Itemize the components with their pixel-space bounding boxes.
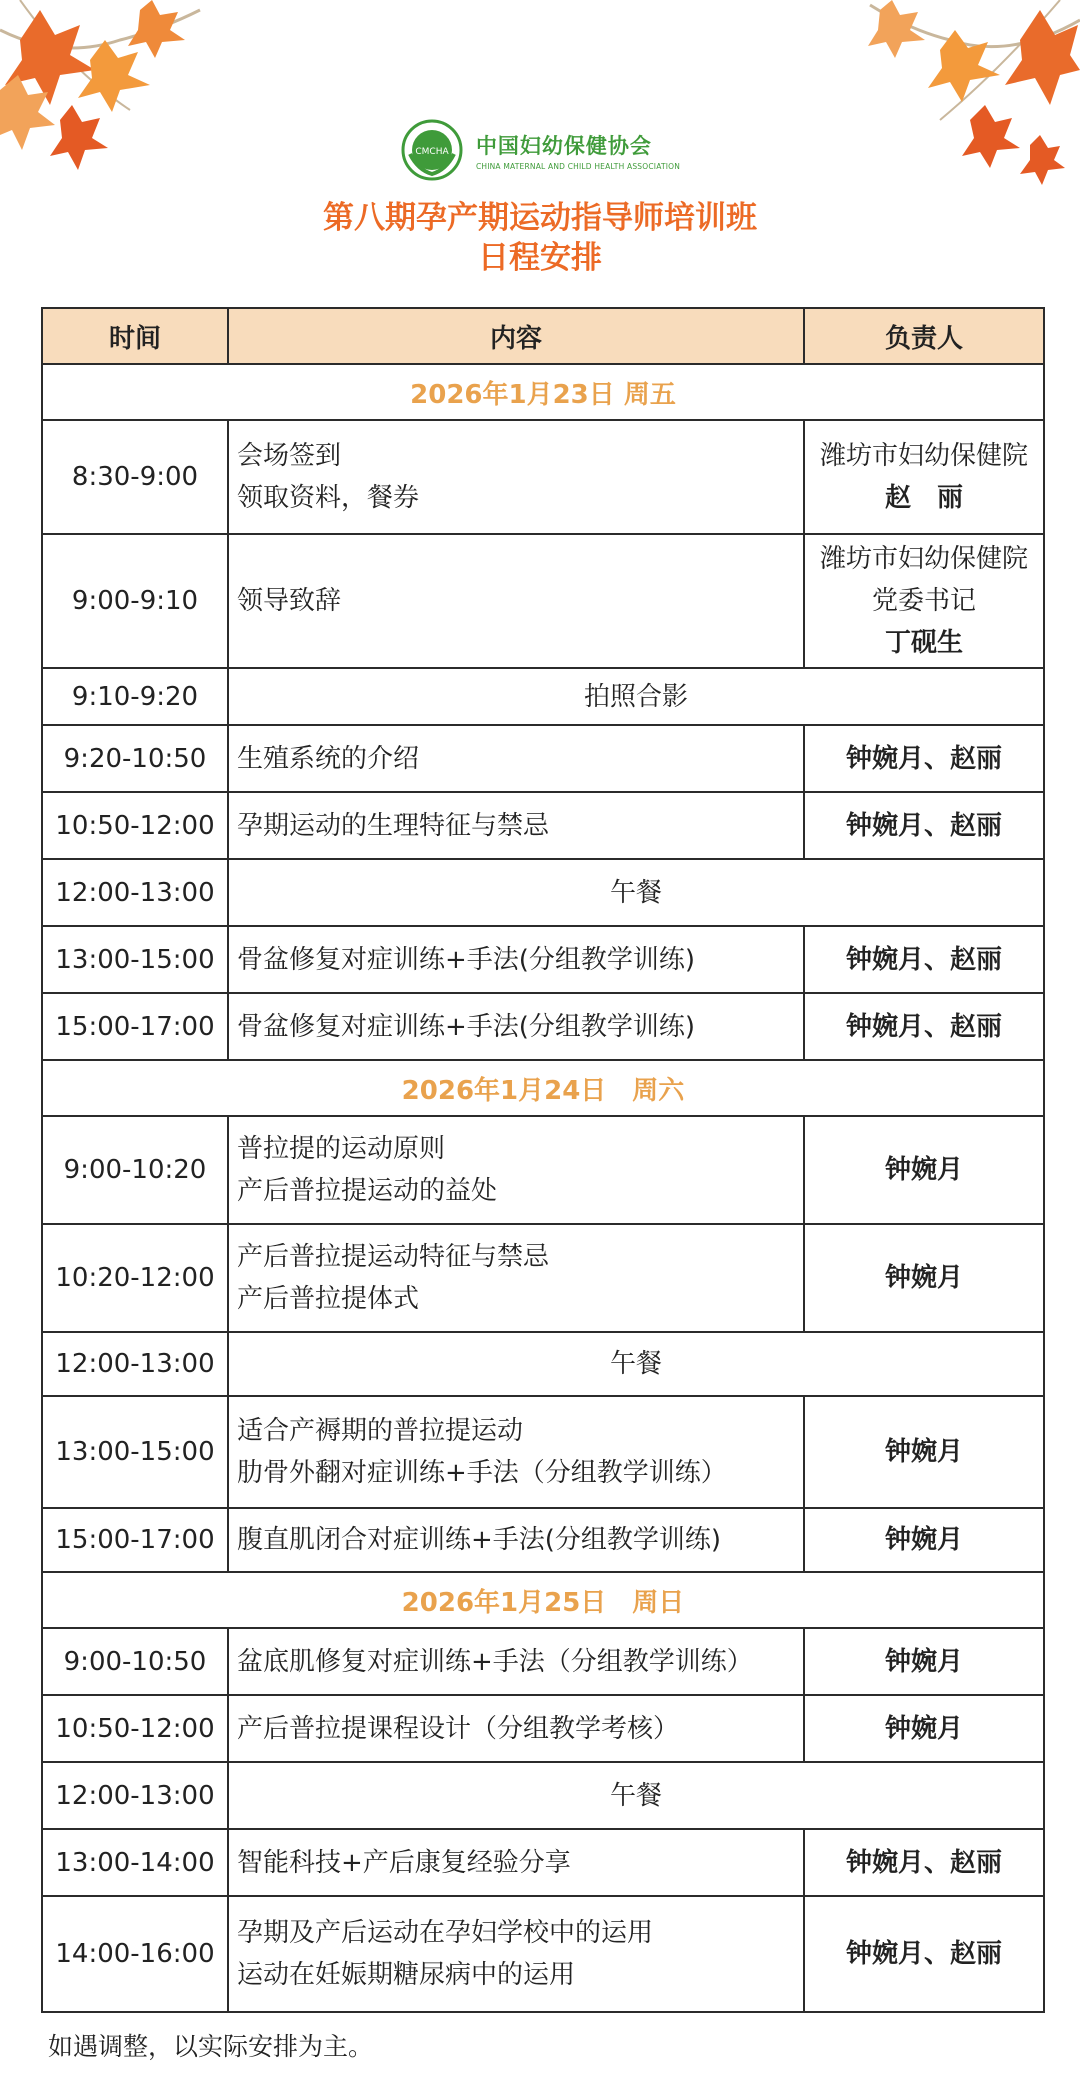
content-cell: [228, 420, 804, 534]
content-cell: 产后普拉提课程设计（分组教学考核）: [228, 1695, 804, 1762]
content-line: 领取资料，餐券: [237, 483, 420, 513]
owner-line: 丁砚生: [884, 628, 963, 658]
time-cell: 15:00-17:00: [42, 993, 228, 1060]
table-row: [42, 420, 1044, 534]
owner-cell: 钟婉月、赵丽: [804, 1829, 1044, 1896]
content-line: 适合产褥期的普拉提运动: [237, 1416, 524, 1446]
owner-cell: 钟婉月、赵丽: [804, 926, 1044, 993]
time-cell: 9:00-10:50: [42, 1628, 228, 1695]
owner-cell: 钟婉月: [804, 1508, 1044, 1572]
owner-cell: [804, 534, 1044, 668]
table-row: [42, 1762, 1044, 1829]
content-line: 普拉提的运动原则: [237, 1134, 446, 1164]
org-name-en: CHINA MATERNAL AND CHILD HEALTH ASSOCIATION: [475, 161, 681, 171]
time-cell: 12:00-13:00: [42, 1332, 228, 1396]
content-cell: 智能科技+产后康复经验分享: [228, 1829, 804, 1896]
table-row: [42, 1896, 1044, 2012]
content-cell: [228, 1116, 804, 1224]
page-subtitle: 日程安排: [478, 240, 602, 276]
content-cell: 骨盆修复对症训练+手法(分组教学训练): [228, 926, 804, 993]
time-cell: 15:00-17:00: [42, 1508, 228, 1572]
date-row: [42, 1060, 1044, 1116]
header-owner: 负责人: [804, 308, 1044, 364]
table-row: [42, 1628, 1044, 1695]
content-cell: 孕期运动的生理特征与禁忌: [228, 792, 804, 859]
owner-cell: 钟婉月: [804, 1116, 1044, 1224]
time-cell: 10:20-12:00: [42, 1224, 228, 1332]
time-cell: 13:00-14:00: [42, 1829, 228, 1896]
table-row: [42, 792, 1044, 859]
time-cell: 9:00-9:10: [42, 534, 228, 668]
table-row: [42, 1508, 1044, 1572]
owner-line: 潍坊市妇幼保健院: [819, 441, 1028, 471]
footer-note: 如遇调整，以实际安排为主。: [48, 2032, 374, 2061]
table-row: [42, 1116, 1044, 1224]
owner-line: 赵 丽: [884, 483, 963, 513]
time-cell: 13:00-15:00: [42, 1396, 228, 1508]
time-cell: 9:00-10:20: [42, 1116, 228, 1224]
owner-cell: 钟婉月、赵丽: [804, 1896, 1044, 2012]
date-label: 2026年1月23日 周五: [42, 364, 1044, 420]
owner-cell: [804, 420, 1044, 534]
owner-cell: 钟婉月: [804, 1695, 1044, 1762]
content-cell: 盆底肌修复对症训练+手法（分组教学训练）: [228, 1628, 804, 1695]
content-line: 运动在妊娠期糖尿病中的运用: [237, 1960, 576, 1990]
owner-line: 潍坊市妇幼保健院: [819, 544, 1028, 574]
content-cell: [228, 1896, 804, 2012]
table-row: [42, 1829, 1044, 1896]
date-row: [42, 1572, 1044, 1628]
content-cell: 午餐: [228, 1762, 1044, 1829]
content-line: 肋骨外翻对症训练+手法（分组教学训练）: [237, 1458, 727, 1488]
page-title: 第八期孕产期运动指导师培训班: [323, 200, 757, 236]
content-cell: 领导致辞: [228, 534, 804, 668]
owner-cell: 钟婉月、赵丽: [804, 792, 1044, 859]
table-row: [42, 1332, 1044, 1396]
content-cell: 生殖系统的介绍: [228, 725, 804, 792]
owner-cell: 钟婉月: [804, 1396, 1044, 1508]
header-content: 内容: [228, 308, 804, 364]
time-cell: 10:50-12:00: [42, 1695, 228, 1762]
time-cell: 12:00-13:00: [42, 1762, 228, 1829]
date-row: [42, 364, 1044, 420]
content-line: 产后普拉提体式: [237, 1284, 420, 1314]
content-cell: [228, 1396, 804, 1508]
content-line: 会场签到: [237, 441, 342, 471]
table-row: [42, 993, 1044, 1060]
time-cell: 9:20-10:50: [42, 725, 228, 792]
date-label: 2026年1月25日 周日: [42, 1572, 1044, 1628]
table-row: [42, 1396, 1044, 1508]
logo-abbr: CMCHA: [415, 147, 449, 157]
organization-logo: [400, 118, 680, 182]
org-name-cn: 中国妇幼保健协会: [475, 133, 652, 158]
date-label: 2026年1月24日 周六: [42, 1060, 1044, 1116]
table-row: [42, 1224, 1044, 1332]
table-row: [42, 1695, 1044, 1762]
table-header-row: [42, 308, 1044, 364]
time-cell: 14:00-16:00: [42, 1896, 228, 2012]
content-line: 产后普拉提运动特征与禁忌: [237, 1242, 550, 1272]
schedule-table: [41, 307, 1045, 2013]
owner-line: 党委书记: [871, 586, 976, 616]
content-line: 孕期及产后运动在孕妇学校中的运用: [237, 1918, 654, 1948]
table-row: [42, 668, 1044, 725]
cmcha-emblem-icon: [400, 118, 464, 182]
content-cell: 腹直肌闭合对症训练+手法(分组教学训练): [228, 1508, 804, 1572]
owner-cell: 钟婉月: [804, 1628, 1044, 1695]
header: [0, 118, 1080, 278]
content-cell: 午餐: [228, 1332, 1044, 1396]
table-row: [42, 725, 1044, 792]
time-cell: 8:30-9:00: [42, 420, 228, 534]
time-cell: 10:50-12:00: [42, 792, 228, 859]
time-cell: 12:00-13:00: [42, 859, 228, 926]
table-row: [42, 926, 1044, 993]
header-time: 时间: [42, 308, 228, 364]
table-row: [42, 859, 1044, 926]
time-cell: 13:00-15:00: [42, 926, 228, 993]
content-cell: 午餐: [228, 859, 1044, 926]
owner-cell: 钟婉月、赵丽: [804, 993, 1044, 1060]
owner-cell: 钟婉月: [804, 1224, 1044, 1332]
table-row: [42, 534, 1044, 668]
content-cell: [228, 1224, 804, 1332]
content-cell: 骨盆修复对症训练+手法(分组教学训练): [228, 993, 804, 1060]
time-cell: 9:10-9:20: [42, 668, 228, 725]
content-cell: 拍照合影: [228, 668, 1044, 725]
content-line: 产后普拉提运动的益处: [237, 1176, 498, 1206]
owner-cell: 钟婉月、赵丽: [804, 725, 1044, 792]
